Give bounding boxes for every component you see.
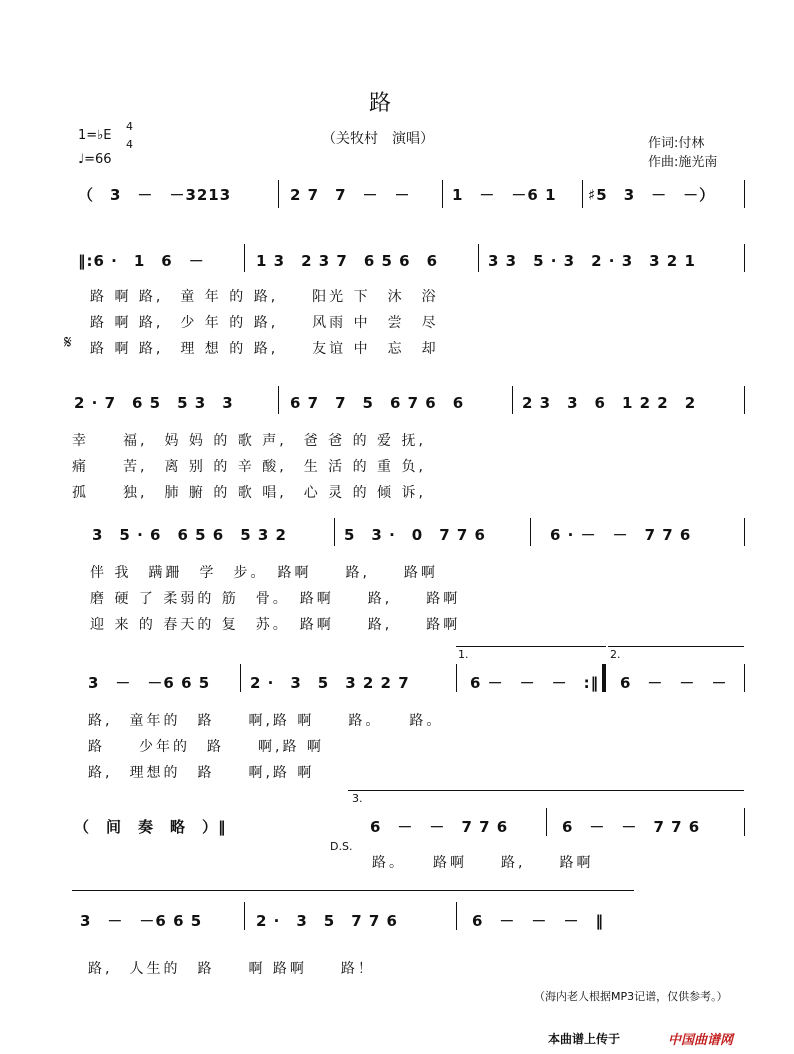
lyric-verse-2: 路 啊 路, 少 年 的 路, 风雨 中 尝 尽: [90, 315, 439, 331]
verse-measure-1: ‖:6 · 1 6 －: [78, 252, 205, 270]
barline: [744, 180, 745, 208]
ending-bracket: [72, 890, 634, 891]
verse-measure-7: 3 5 · 6 6 5 6 5 3 2: [92, 526, 287, 544]
transcription-note: （海内老人根据MP3记谱，仅供参考。）: [534, 990, 728, 1003]
barline: [512, 386, 513, 414]
lyric-verse-3: 孤 独, 肺 腑 的 歌 唱, 心 灵 的 倾 诉,: [72, 485, 426, 501]
barline: [530, 518, 531, 546]
intro-measure-4: ♯5 3 － －）: [588, 186, 716, 204]
verse-measure-10: 3 － －6 6 5: [88, 674, 211, 692]
time-signature-top: 4: [126, 120, 133, 133]
verse-measure-6: 2 3 3 6 1 2 2 2: [522, 394, 697, 412]
intro-measure-1: （ 3 － －3213: [78, 186, 232, 204]
intro-measure-3: 1 － －6 1: [452, 186, 557, 204]
barline: [442, 180, 443, 208]
intro-measure-2: 2 7 7 － －: [290, 186, 411, 204]
barline: [744, 808, 745, 836]
verse-measure-4: 2 · 7 6 5 5 3 3: [74, 394, 234, 412]
barline: [744, 664, 745, 692]
barline: [244, 244, 245, 272]
composer-credit: 作曲:施光南: [648, 155, 718, 170]
verse-measure-8: 5 3 · 0 7 7 6: [344, 526, 486, 544]
volta-1-label: 1.: [458, 648, 469, 661]
key-signature: 1=♭E: [78, 128, 112, 143]
verse-measure-3: 3 3 5 · 3 2 · 3 3 2 1: [488, 252, 696, 270]
verse-measure-9: 6 · － － 7 7 6: [550, 526, 692, 544]
barline: [744, 518, 745, 546]
da-segno-mark: D.S.: [330, 840, 353, 853]
barline: [744, 386, 745, 414]
lyric-ending: 路。 路啊 路, 路啊: [372, 855, 594, 871]
barline: [278, 180, 279, 208]
lyric-verse-1: 幸 福, 妈 妈 的 歌 声, 爸 爸 的 爱 抚,: [72, 433, 426, 449]
volta-2-label: 2.: [610, 648, 621, 661]
barline: [278, 386, 279, 414]
lyric-verse-1: 伴 我 蹒跚 学 步。 路啊 路, 路啊: [90, 565, 438, 581]
verse-measure-5: 6 7 7 5 6 7 6 6: [290, 394, 465, 412]
barline: [582, 180, 583, 208]
volta-2-bracket: [608, 646, 744, 647]
verse-measure-2: 1 3 2 3 7 6 5 6 6: [256, 252, 439, 270]
volta-1-bracket: [456, 646, 606, 647]
interlude-measure: （ 间 奏 略 ）‖: [74, 818, 227, 836]
lyric-verse-1: 路 啊 路, 童 年 的 路, 阳光 下 沐 浴: [90, 289, 439, 305]
barline: [546, 808, 547, 836]
lyric-verse-2: 路 少年的 路 啊,路 啊: [88, 739, 324, 755]
volta-3-label: 3.: [352, 792, 363, 805]
upload-credit: 本曲谱上传于: [548, 1032, 621, 1046]
lyric-verse-3: 迎 来 的 春天的 复 苏。 路啊 路, 路啊: [90, 617, 461, 633]
barline: [244, 902, 245, 930]
lyricist-credit: 作词:付林: [648, 136, 705, 151]
page-title: 路: [369, 91, 392, 116]
final-measure-2: 2 · 3 5 7 7 6: [256, 912, 398, 930]
segno-icon: 𝄋: [64, 332, 72, 353]
barline: [240, 664, 241, 692]
site-logo[interactable]: 中国曲谱网: [668, 1033, 734, 1048]
barline: [334, 518, 335, 546]
final-measure-3: 6 － － － ‖: [472, 912, 604, 930]
barline: [456, 664, 457, 692]
ending-measure-1: 6 － － 7 7 6: [370, 818, 509, 836]
performer-subtitle: （关牧村 演唱）: [322, 131, 434, 147]
lyric-verse-1: 路, 童年的 路 啊,路 啊 路。 路。: [88, 713, 444, 729]
final-measure-1: 3 － －6 6 5: [80, 912, 203, 930]
lyric-final: 路, 人生的 路 啊 路啊 路！: [88, 961, 375, 977]
lyric-verse-3: 路, 理想的 路 啊,路 啊: [88, 765, 315, 781]
barline: [478, 244, 479, 272]
first-ending-measure: 6 － － － :‖: [470, 674, 600, 692]
time-signature-bottom: 4: [126, 138, 133, 151]
second-ending-measure: 6 － － －: [620, 674, 728, 692]
lyric-verse-3: 路 啊 路, 理 想 的 路, 友谊 中 忘 却: [90, 341, 439, 357]
barline: [744, 244, 745, 272]
lyric-verse-2: 痛 苦, 离 别 的 辛 酸, 生 活 的 重 负,: [72, 459, 426, 475]
repeat-end-barline: [602, 664, 606, 692]
verse-measure-11: 2 · 3 5 3 2 2 7: [250, 674, 410, 692]
tempo-mark: ♩=66: [78, 152, 112, 167]
barline: [456, 902, 457, 930]
ending-measure-2: 6 － － 7 7 6: [562, 818, 701, 836]
volta-3-bracket: [348, 790, 744, 791]
lyric-verse-2: 磨 硬 了 柔弱的 筋 骨。 路啊 路, 路啊: [90, 591, 461, 607]
